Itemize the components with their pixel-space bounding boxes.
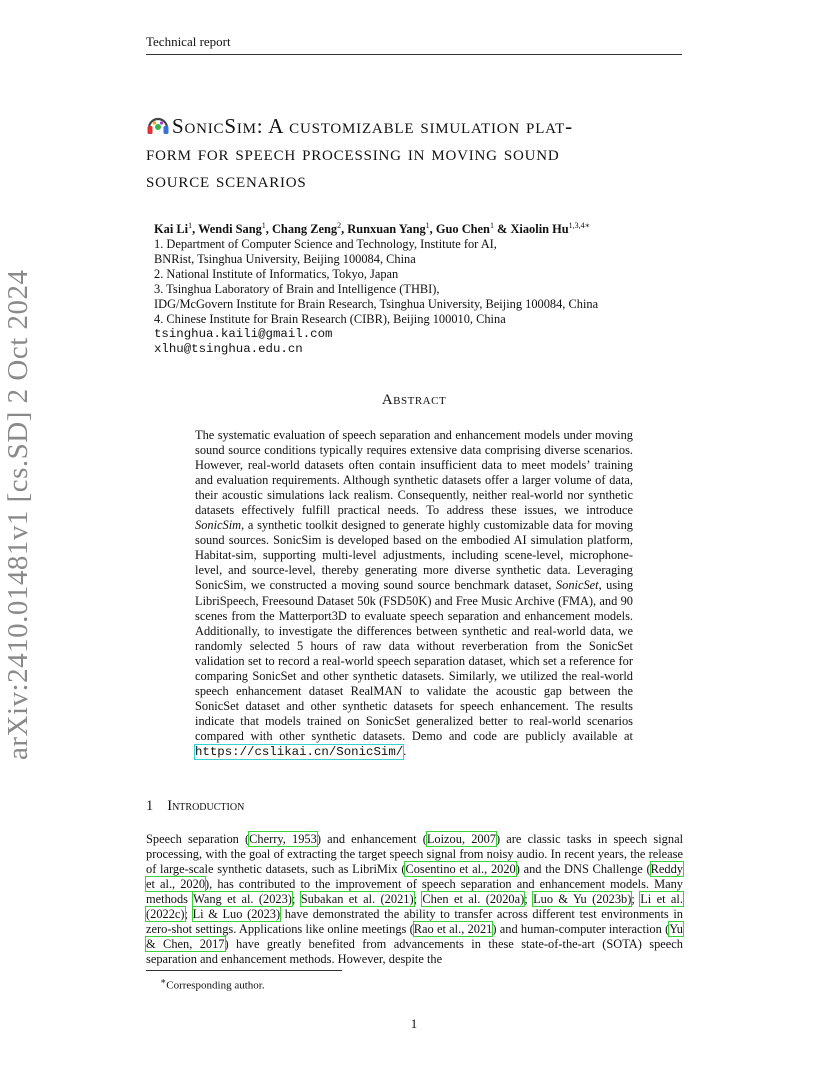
- email-link[interactable]: tsinghua.kaili@gmail.com: [154, 327, 333, 342]
- author-name: Wendi Sang: [198, 222, 262, 237]
- intro-text: ) and the DNS Challenge (: [515, 862, 651, 877]
- citation-link[interactable]: Reddy et al., 2020: [146, 862, 683, 892]
- section-heading: [146, 798, 258, 815]
- abstract-text: , a synthetic toolkit designed to generate highly customizable data for moving sound sources. SonicSim is developed based on the embodied AI simulation platform, Habitat-sim, supporting multi-level adjustments, including scene-level, microphone-level, and source-level, thereby generating more diverse synthetic data. Leveraging SonicSim, we constructed a moving sound source benchmark dataset,: [195, 518, 633, 593]
- citation-link[interactable]: Luo & Yu (2023b): [533, 892, 632, 907]
- section-title: Introduction: [167, 798, 245, 814]
- citation-link[interactable]: Cherry, 1953: [249, 832, 317, 846]
- intro-text: ) have greatly benefited from advancements in these state-of-the-art (SOTA) speech separation and enhancement methods. However, despite the: [146, 937, 683, 967]
- citation-link[interactable]: Rao et al., 2021: [413, 922, 493, 937]
- section-number: 1: [146, 798, 154, 814]
- affiliation: 4. Chinese Institute for Brain Research (CIBR), Beijing 100010, China: [154, 312, 506, 327]
- citation-link[interactable]: Cosentino et al., 2020: [405, 862, 516, 877]
- abstract-emphasis: SonicSet: [555, 578, 599, 593]
- intro-text: ;: [631, 892, 641, 907]
- footnote-text: Corresponding author.: [166, 979, 265, 992]
- page-number: 1: [410, 1016, 418, 1031]
- author-names: Kai Li$^1$, Wendi Sang$^1$, Chang Zeng$^2$, Runxuan Yang$^1$, Guo Chen$^1$ & Xiaolin $Hu^{1,3,4∗}$: [154, 221, 591, 237]
- running-head-text: Technical report: [146, 34, 231, 49]
- citation-link[interactable]: Wang et al. (2023): [193, 892, 292, 907]
- running-header: [146, 34, 682, 55]
- paper-title: [146, 113, 686, 194]
- intro-paragraph: [146, 832, 683, 967]
- affiliation: 2. National Institute of Informatics, Tokyo, Japan: [154, 267, 399, 282]
- author-block: [154, 218, 684, 357]
- affil-mark: 1: [261, 221, 266, 230]
- intro-text: ) are classic tasks in speech signal processing, with the goal of extracting the target speech signal from noisy audio. In recent years, the release of large-scale synthetic datasets, such as LibriMix (: [146, 832, 684, 877]
- intro-text: ;: [184, 907, 193, 922]
- abstract-text: , using LibriSpeech, Freesound Dataset 50k (FSD50K) and Free Music Archive (FMA), and 90 scenes from the Matterport3D to evaluate speech separation and enhancement models. Additionally, to investigate the differences between synthetic and real-world data, we randomly selected 5 hours of raw data without reverberation from the SonicSet validation set to record a real-world speech separation dataset, which set a reference for comparing SonicSet and other synthetic datasets. Similarly, we utilized the real-world speech enhancement dataset RealMAN to validate the acoustic gap between the SonicSet dataset and other synthetic datasets for speech enhancement. The results indicate that models trained on SonicSet generalized better to real-world scenarios compared with other synthetic datasets. Demo and code are publicly available at: [195, 578, 634, 743]
- footnote-mark: ∗: [160, 976, 167, 986]
- arxiv-stamp: arXiv:2410.01481v1 [cs.SD] 2 Oct 2024: [2, 269, 34, 760]
- headphones-logo-icon: [146, 115, 170, 135]
- author-name: Runxuan Yang: [347, 222, 426, 237]
- abstract-text: .: [403, 743, 407, 758]
- intro-text: ), has contributed to the improvement of speech separation and enhancement models. Many methods: [146, 877, 683, 907]
- author-name: Kai Li: [154, 222, 189, 237]
- citation-link[interactable]: Loizou, 2007: [426, 832, 496, 846]
- title-line-3: source scenarios: [146, 168, 307, 192]
- author-name: Xiaolin Hu: [510, 222, 569, 237]
- affil-mark: 1: [425, 221, 430, 230]
- footnote: [160, 976, 265, 992]
- citation-link[interactable]: Subakan et al. (2021): [300, 892, 414, 907]
- affil-mark: 1: [188, 221, 193, 230]
- email-link[interactable]: xlhu@tsinghua.edu.cn: [154, 342, 303, 357]
- affil-mark: 1,3,4∗: [568, 221, 591, 230]
- affiliation: IDG/McGovern Institute for Brain Research, Tsinghua University, Beijing 100084, China: [154, 297, 599, 312]
- intro-text: ;: [524, 892, 534, 907]
- affiliation: 3. Tsinghua Laboratory of Brain and Intelligence (THBI),: [154, 282, 440, 297]
- affiliation: 1. Department of Computer Science and Technology, Institute for AI,: [154, 237, 497, 252]
- title-line-2: form for speech processing in moving sound: [146, 141, 560, 165]
- footnote-rule: [146, 970, 342, 971]
- abstract-body: [195, 428, 633, 760]
- author-name: Guo Chen: [435, 222, 490, 237]
- title-line-1: SonicSim: A customizable simulation plat-: [172, 114, 573, 138]
- affiliation: BNRist, Tsinghua University, Beijing 100084, China: [154, 252, 416, 267]
- citation-link[interactable]: Li & Luo (2023): [192, 907, 281, 922]
- intro-text: Speech separation (: [146, 832, 250, 846]
- author-name: Chang Zeng: [271, 222, 338, 237]
- intro-text: have demonstrated the ability to transfer across different test environments in zero-shot settings. Applications like online meetings (: [146, 907, 683, 937]
- demo-url-link[interactable]: https://cslikai.cn/SonicSim/: [195, 744, 404, 759]
- citation-link[interactable]: Chen et al. (2020a): [422, 892, 525, 907]
- intro-text: ;: [413, 892, 423, 907]
- intro-text: ;: [291, 892, 301, 907]
- abstract-text: The systematic evaluation of speech separation and enhancement models under moving sound source conditions typically requires extensive data comprising diverse scenarios. However, real-world datasets often contain insufficient data to meet models’ training and evaluation requirements. Although synthetic datasets offer a larger volume of data, their acoustic simulations lack realism. Consequently, neither real-world nor synthetic datasets effectively fulfill practical needs. To address these issues, we introduce: [195, 428, 633, 518]
- abstract-heading: Abstract: [381, 392, 447, 408]
- abstract-emphasis: SonicSim: [195, 518, 242, 533]
- affil-mark: 2: [337, 221, 342, 230]
- intro-text: ) and human-computer interaction (: [492, 922, 670, 937]
- citation-link[interactable]: Yu & Chen, 2017: [146, 922, 683, 952]
- affil-mark: 1: [489, 221, 494, 230]
- intro-text: ) and enhancement (: [316, 832, 427, 846]
- citation-link[interactable]: Li et al. (2022c): [146, 892, 683, 922]
